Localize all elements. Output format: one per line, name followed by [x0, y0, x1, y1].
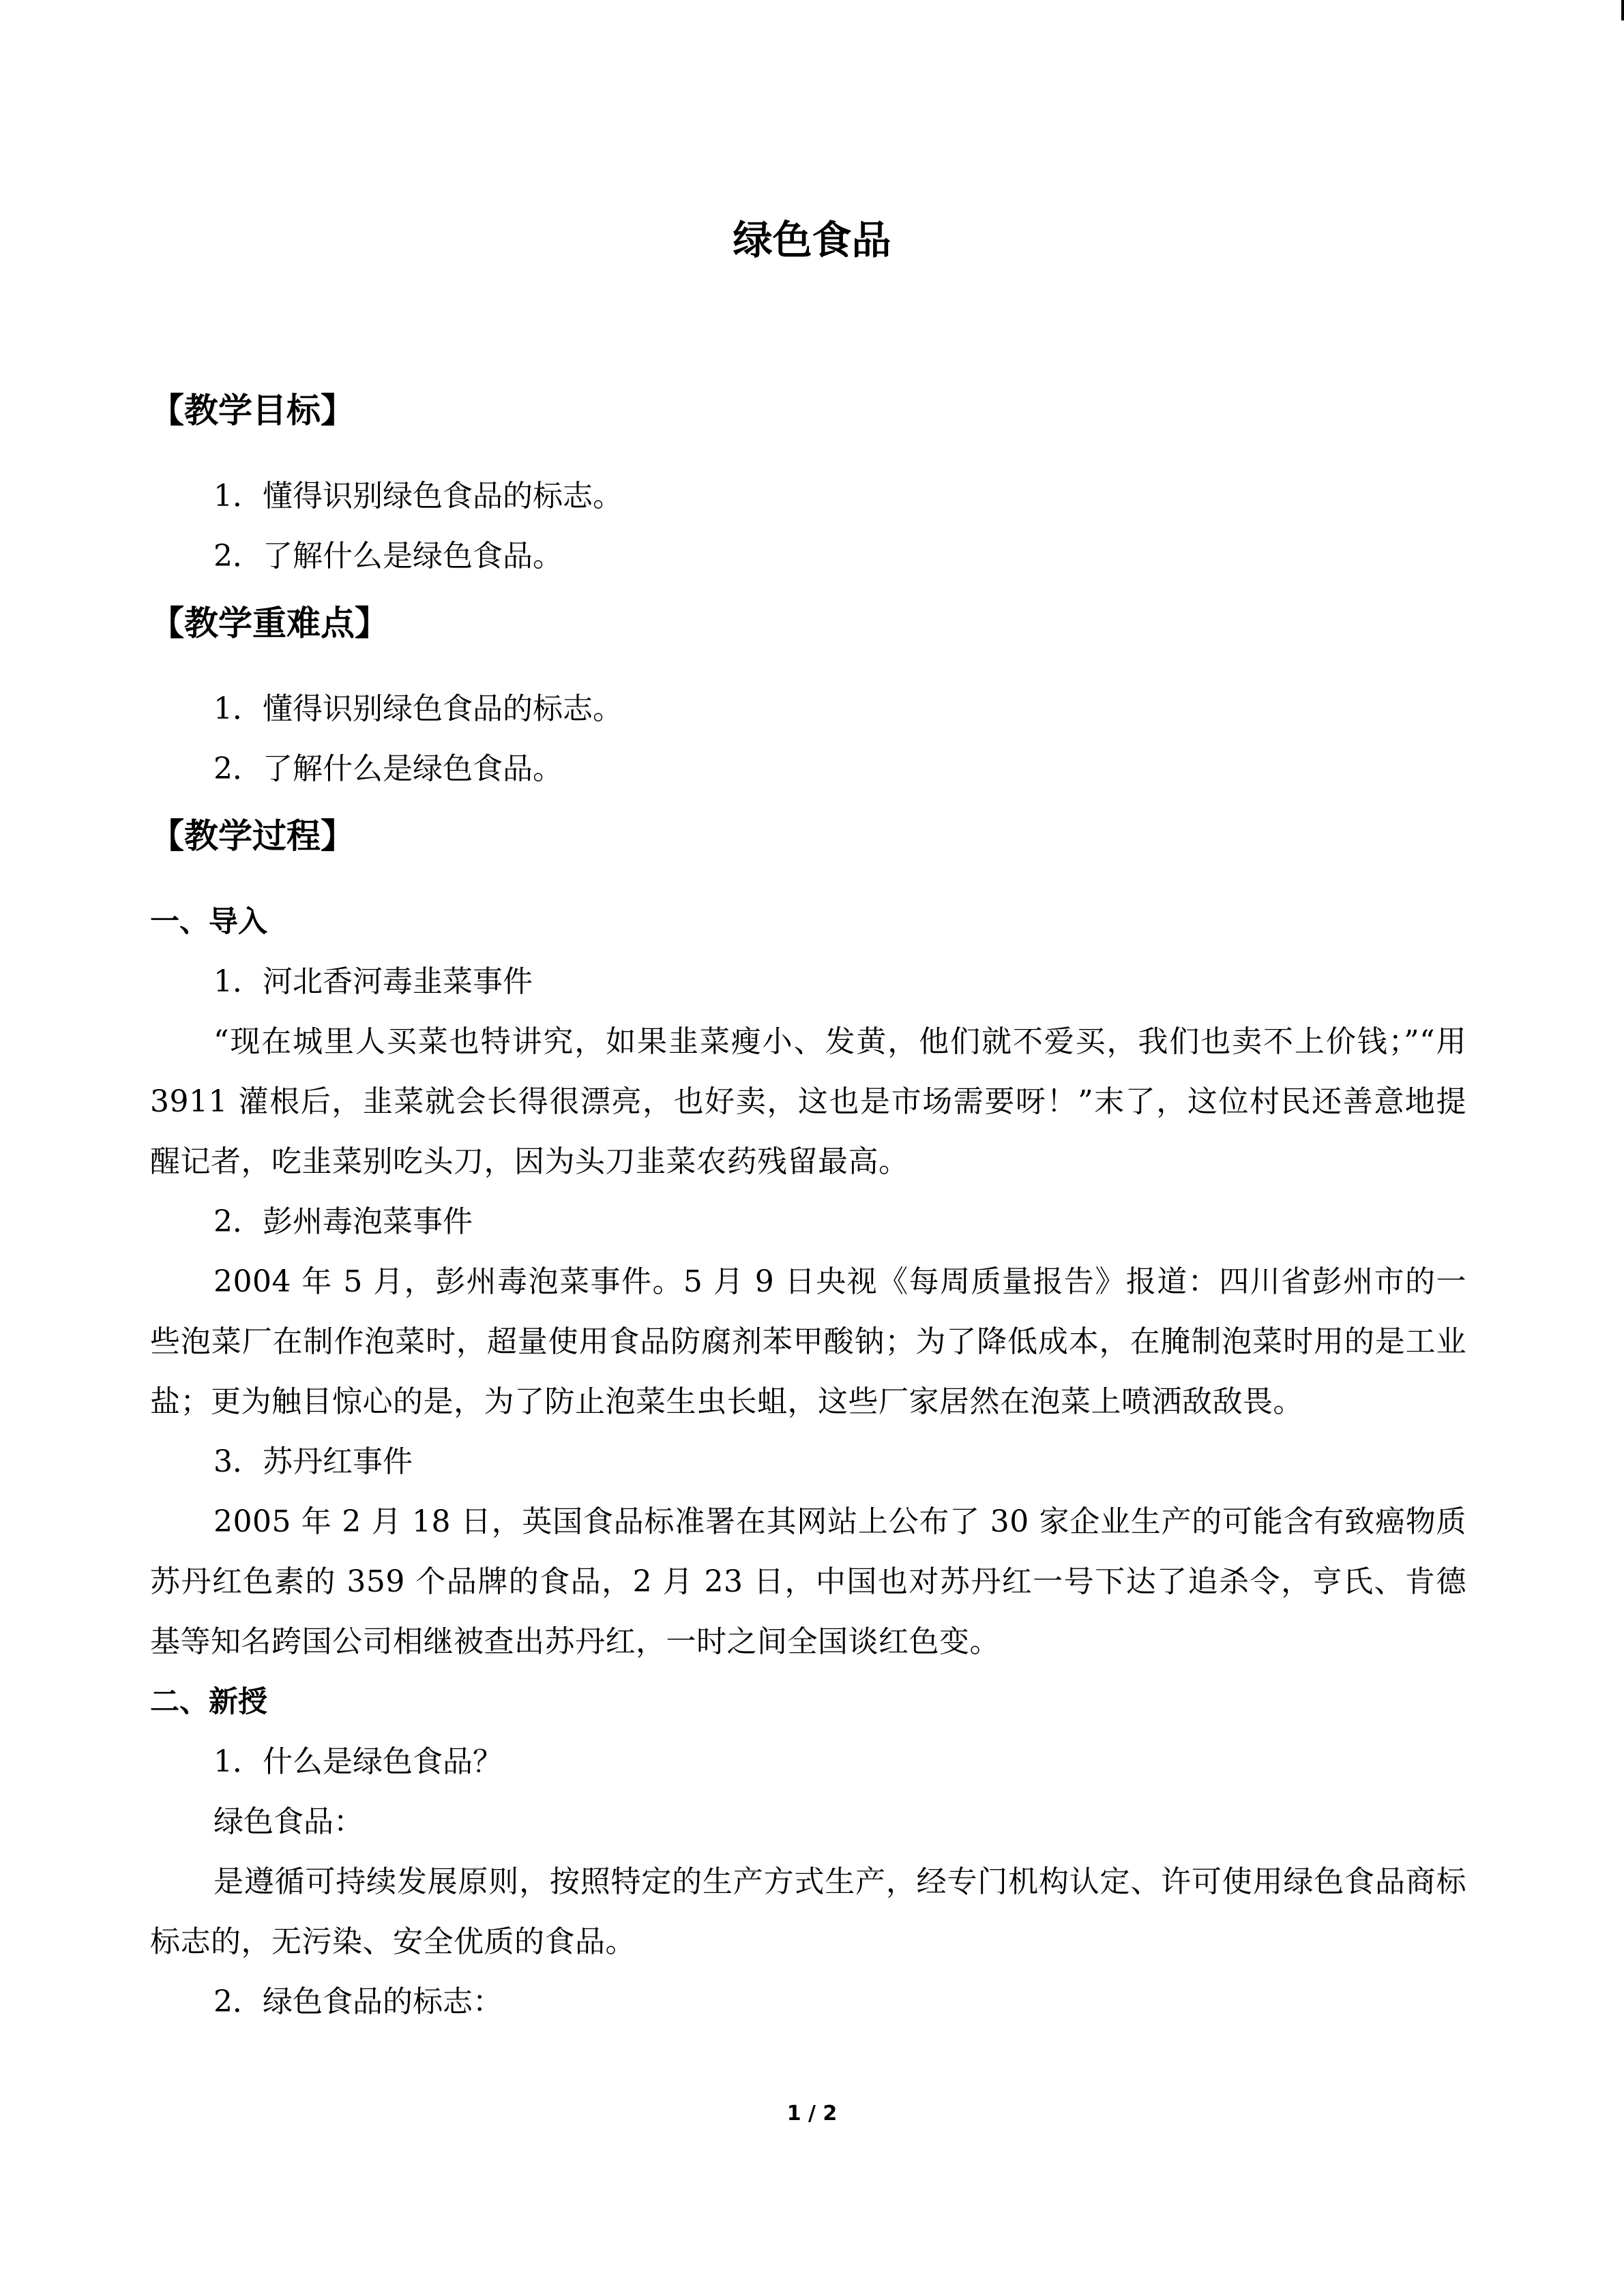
- keypoints-heading: 【教学重难点】: [150, 603, 389, 643]
- case-title: 3．苏丹红事件: [213, 1444, 413, 1479]
- question-line: 2．绿色食品的标志：: [213, 1984, 503, 2019]
- case-paragraph: 2005 年 2 月 18 日，英国食品标准署在其网站上公布了 30 家企业生产的可能含有致癌物质苏丹红色素的 359 个品牌的食品，2 月 23 日，中国也对苏丹红一号下达了追杀令，亨氏、肯德基等知名跨国公司相继被查出苏丹红，一时之间全国谈红色变。: [150, 1504, 1466, 1659]
- objective-item: 1．懂得识别绿色食品的标志。: [213, 479, 623, 513]
- page-number: 1 / 2: [786, 2102, 838, 2126]
- case-title: 1．河北香河毒韭菜事件: [213, 964, 533, 999]
- keypoint-item: 1．懂得识别绿色食品的标志。: [213, 691, 623, 726]
- intro-heading: 一、导入: [150, 905, 267, 939]
- process-heading: 【教学过程】: [150, 816, 355, 856]
- case-paragraph: “现在城里人买菜也特讲究，如果韭菜瘦小、发黄，他们就不爱买，我们也卖不上价钱；”“用 3911 灌根后，韭菜就会长得很漂亮，也好卖，这也是市场需要呀！”末了，这位村民还善意地提醒记者，吃韭菜别吃头刀，因为头刀韭菜农药残留最高。: [150, 1024, 1466, 1179]
- case-paragraph: 2004 年 5 月，彭州毒泡菜事件。5 月 9 日央视《每周质量报告》报道：四川省彭州市的一些泡菜厂在制作泡菜时，超量使用食品防腐剂苯甲酸钠；为了降低成本，在腌制泡菜时用的是工业盐；更为触目惊心的是，为了防止泡菜生虫长蛆，这些厂家居然在泡菜上喷洒敌敌畏。: [150, 1264, 1466, 1419]
- question-line: 1．什么是绿色食品？: [213, 1744, 503, 1779]
- page-title: 绿色食品: [733, 217, 891, 263]
- keypoint-item: 2．了解什么是绿色食品。: [213, 751, 563, 786]
- definition-paragraph: 是遵循可持续发展原则，按照特定的生产方式生产，经专门机构认定、许可使用绿色食品商标标志的，无污染、安全优质的食品。: [150, 1864, 1466, 1959]
- definition-label: 绿色食品：: [213, 1804, 364, 1839]
- case-title: 2．彭州毒泡菜事件: [213, 1204, 473, 1239]
- document-body: [150, 382, 1466, 2032]
- objective-item: 2．了解什么是绿色食品。: [213, 539, 563, 573]
- new-lesson-heading: 二、新授: [150, 1685, 267, 1719]
- page-corner-mark: [1621, 0, 1624, 20]
- objectives-heading: 【教学目标】: [150, 391, 355, 430]
